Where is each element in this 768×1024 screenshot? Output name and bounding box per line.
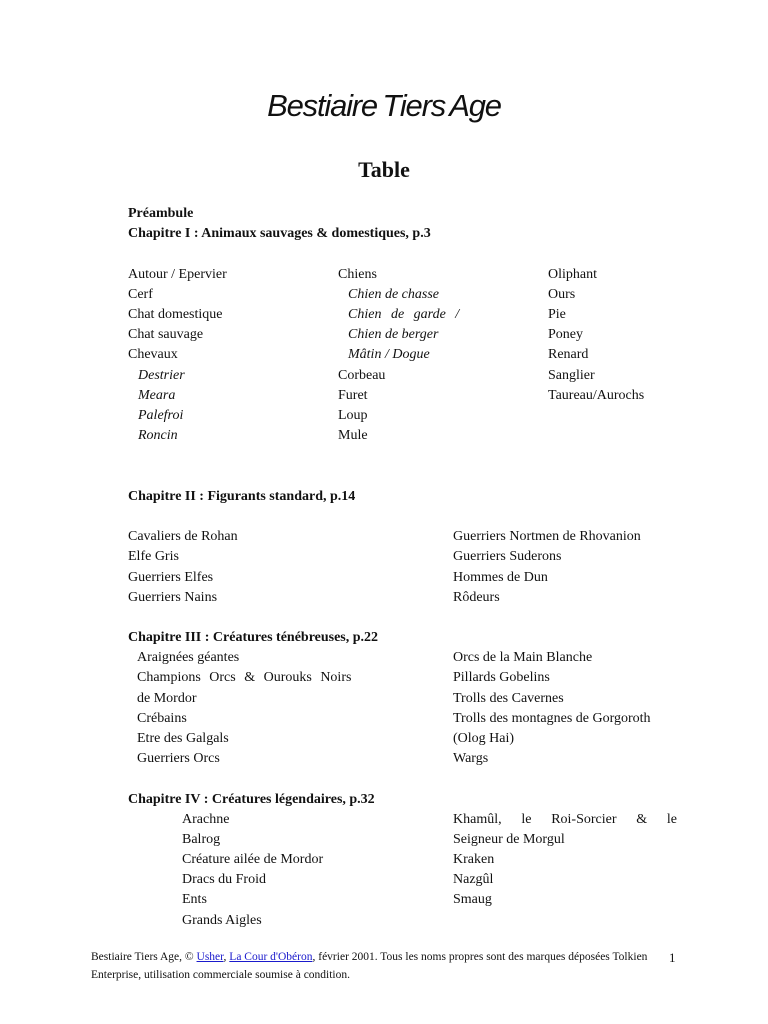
ch1-entry: Cerf <box>128 287 153 302</box>
ch2-entry: Elfe Gris <box>128 549 179 564</box>
ch3-entry: de Mordor <box>137 691 197 706</box>
ch4-entry: Dracs du Froid <box>182 872 266 887</box>
ch4-entry: Nazgûl <box>453 872 494 887</box>
ch1-subentry: Mâtin / Dogue <box>348 347 430 362</box>
ch2-entry: Guerriers Nortmen de Rhovanion <box>453 529 641 544</box>
ch2-entry: Hommes de Dun <box>453 570 548 585</box>
ch4-entry: Smaug <box>453 892 492 907</box>
table-heading: Table <box>358 157 410 182</box>
ch1-entry: Renard <box>548 347 589 362</box>
ch2-entry: Guerriers Elfes <box>128 570 214 585</box>
ch1-entry: Oliphant <box>548 267 597 282</box>
ch1-entry: Mule <box>338 428 368 443</box>
ch2-entry: Guerriers Suderons <box>453 549 562 564</box>
ch1-entry: Ours <box>548 287 576 302</box>
cour-oberon-link[interactable]: La Cour d'Obéron <box>229 951 313 963</box>
ch1-entry: Chat sauvage <box>128 327 204 342</box>
ch1-subentry: Chien de garde / <box>348 307 460 322</box>
ch1-subentry: Chien de berger <box>348 327 439 342</box>
ch1-entry: Sanglier <box>548 368 595 383</box>
document-title: Bestiaire Tiers Age <box>267 88 501 123</box>
ch1-entry: Corbeau <box>338 368 386 383</box>
ch1-subentry: Roncin <box>138 428 178 443</box>
justified-word: Roi-Sorcier <box>551 812 617 827</box>
ch4-entry-justified-text <box>453 810 677 830</box>
footer-text-rest: , février 2001. Tous les noms propres sont des marques déposées Tolkien Enterprise, utilisation commerciale soumise à condition. <box>91 951 648 981</box>
justified-word: Khamûl, <box>453 812 502 827</box>
ch4-entry: Kraken <box>453 852 495 867</box>
ch3-entry: Crébains <box>137 711 187 726</box>
ch1-entry: Poney <box>548 327 583 342</box>
preambule-heading: Préambule <box>128 206 194 221</box>
chapter-3-heading: Chapitre III : Créatures ténébreuses, p.22 <box>128 630 379 645</box>
ch1-subentry: Chien de chasse <box>348 287 439 302</box>
ch3-entry: Wargs <box>453 751 489 766</box>
ch3-entry: Pillards Gobelins <box>453 670 550 685</box>
chapter-1-heading: Chapitre I : Animaux sauvages & domestiques, p.3 <box>128 226 431 241</box>
ch1-entry: Taureau/Aurochs <box>548 388 645 403</box>
ch3-entry: Araignées géantes <box>137 650 240 665</box>
ch2-entry: Rôdeurs <box>453 590 500 605</box>
ch2-entry: Guerriers Nains <box>128 590 218 605</box>
justified-word: le <box>666 812 677 827</box>
ch1-subentry: Destrier <box>138 368 185 383</box>
usher-link[interactable]: Usher <box>196 951 224 963</box>
ch4-entry-justified <box>453 810 677 830</box>
ch3-entry: Etre des Galgals <box>137 731 229 746</box>
justified-word: & <box>636 812 648 827</box>
ch4-entry: Balrog <box>182 832 221 847</box>
chapter-2-heading: Chapitre II : Figurants standard, p.14 <box>128 489 356 504</box>
ch1-entry: Pie <box>548 307 566 322</box>
ch3-entry: Champions Orcs & Ourouks Noirs <box>137 670 352 685</box>
page-number: 1 <box>669 950 676 965</box>
ch1-subentry: Meara <box>138 388 176 403</box>
ch3-entry: Guerriers Orcs <box>137 751 220 766</box>
footer-text: Bestiaire Tiers Age, © <box>91 951 197 963</box>
justified-word: le <box>521 812 532 827</box>
ch1-entry: Furet <box>338 388 368 403</box>
ch1-subentry: Palefroi <box>138 408 184 423</box>
ch3-entry: Trolls des Cavernes <box>453 691 564 706</box>
chapter-4-heading: Chapitre IV : Créatures légendaires, p.32 <box>128 792 375 807</box>
ch3-entry: Orcs de la Main Blanche <box>453 650 593 665</box>
ch1-entry: Autour / Epervier <box>128 267 227 282</box>
footer-note <box>91 948 651 984</box>
ch1-entry: Chiens <box>338 267 377 282</box>
ch4-entry: Arachne <box>182 812 230 827</box>
ch1-entry: Chat domestique <box>128 307 223 322</box>
ch4-entry: Seigneur de Morgul <box>453 832 565 847</box>
footer-separator: , <box>223 951 230 963</box>
ch1-entry: Chevaux <box>128 347 178 362</box>
ch3-entry: Trolls des montagnes de Gorgoroth <box>453 711 651 726</box>
ch4-entry: Créature ailée de Mordor <box>182 852 324 867</box>
ch4-entry: Ents <box>182 892 207 907</box>
ch2-entry: Cavaliers de Rohan <box>128 529 238 544</box>
ch1-entry: Loup <box>338 408 368 423</box>
ch4-entry: Grands Aigles <box>182 913 262 928</box>
ch3-entry: (Olog Hai) <box>453 731 515 746</box>
